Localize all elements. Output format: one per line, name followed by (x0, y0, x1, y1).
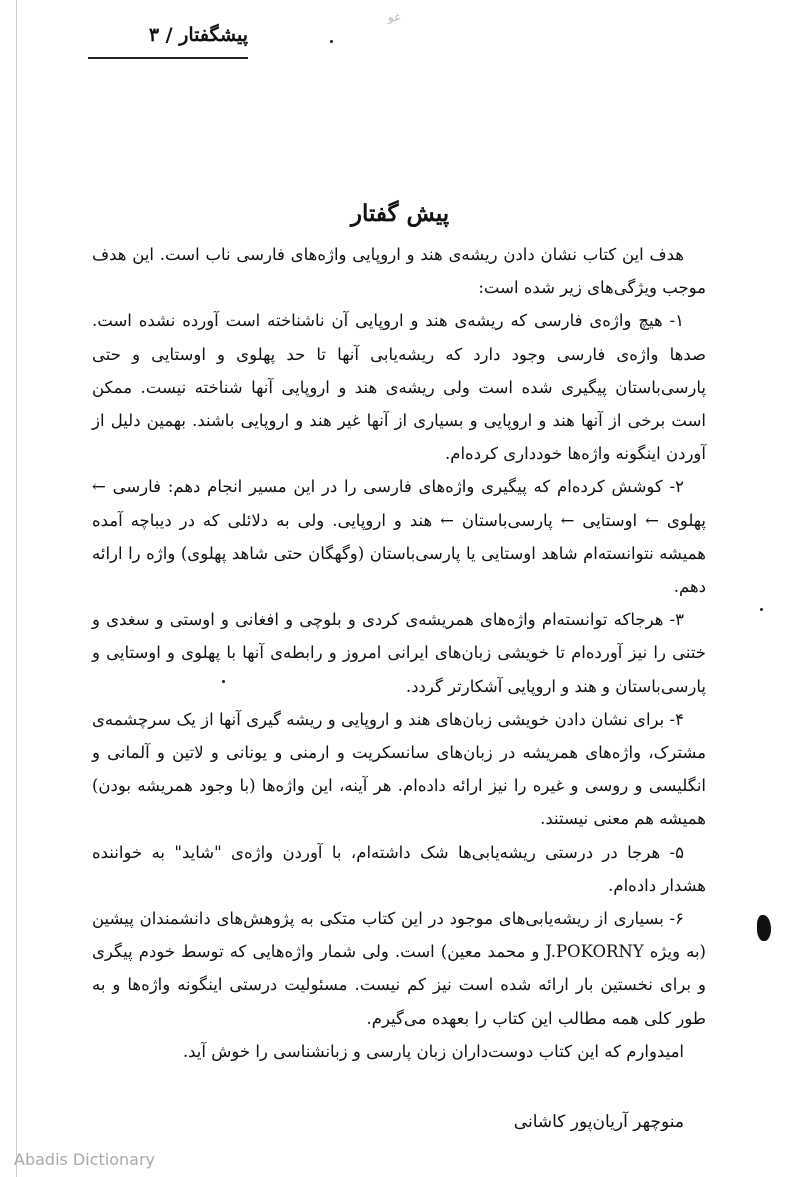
watermark: Abadis Dictionary (14, 1150, 155, 1169)
running-header: پیشگفتار / ۳ (148, 24, 248, 46)
body-text (92, 238, 706, 1068)
page-title: پیش گفتار (350, 200, 450, 227)
header-underline (88, 57, 248, 59)
top-mark: غو (388, 10, 401, 24)
speck (330, 40, 333, 43)
page-edge-line (16, 0, 17, 1177)
point-1: ۱- هیچ واژه‌ی فارسی که ریشه‌ی هند و اروپایی آن ناشناخته است آورده نشده است. صدها واژه‌ی فارسی وجود دارد که ریشه‌یابی آنها تا حد پهلوی و اوستایی و حتی پارسی‌باستان پیگیری شده است ولی ریشه‌ی هند و اروپایی آنها شناخته نیست. ممکن است برخی از آنها هند و اروپایی و بسیاری از آنها غیر هند و اروپایی باشند. بهمین دلیل از آوردن اینگونه واژه‌ها خودداری کرده‌ام. (92, 311, 706, 464)
ink-blot (757, 915, 771, 941)
closing-paragraph: امیدوارم که این کتاب دوست‌داران زبان پارسی و زبانشناسی را خوش آید. (182, 1041, 684, 1061)
point-3: ۳- هرجاکه توانسته‌ام واژه‌های همریشه‌ی کردی و بلوچی و افغانی و اوستی و سغدی و ختنی را نیز آورده‌ام تا خویشی زبان‌های ایرانی امروز و رابطه‌ی آنها با پهلوی و اوستایی و پارسی‌باستان و هند و اروپایی آشکارتر گردد. (92, 610, 706, 696)
point-4: ۴- برای نشان دادن خویشی زبان‌های هند و اروپایی و ریشه گیری آنها از یک سرچشمه‌ی مشترک، واژه‌های همریشه در زبان‌های سانسکریت و ارمنی و یونانی و لاتین و آلمانی و انگلیسی و روسی و غیره را نیز ارائه داده‌ام. هر آینه، این واژه‌ها (با وجود همریشه بودن) همیشه هم معنی نیستند. (92, 709, 706, 829)
point-5: ۵- هرجا در درستی ریشه‌یابی‌ها شک داشته‌ام، با آوردن واژه‌ی "شاید" به خواننده هشدار داده‌ام. (92, 842, 706, 895)
author-signature: منوچهر آریان‌پور کاشانی (513, 1112, 684, 1132)
speck (222, 680, 225, 683)
point-2: ۲- کوشش کرده‌ام که پیگیری واژه‌های فارسی را در این مسیر انجام دهم: فارسی ← پهلوی ← اوستایی ← پارسی‌باستان ← هند و اروپایی. ولی به دلائلی که در دیباچه آمده همیشه نتوانسته‌ام شاهد اوستایی یا پارسی‌باستان (وگهگان حتی شاهد پهلوی) واژه را ارائه دهم. (92, 477, 706, 597)
speck (760, 608, 763, 611)
point-6: ۶- بسیاری از ریشه‌یابی‌های موجود در این کتاب متکی به پژوهش‌های دانشمندان پیشین (به ویژه J.POKORNY و محمد معین) است. ولی شمار واژه‌هایی که توسط خودم پیگری و برای نخستین بار ارائه شده است نیز کم نیست. مسئولیت درستی اینگونه واژه‌ها و به طور کلی همه مطالب این کتاب را بعهده می‌گیرم. (92, 909, 706, 1028)
intro-paragraph: هدف این کتاب نشان دادن ریشه‌ی هند و اروپایی واژه‌های فارسی ناب است. این هدف موجب ویژگی‌های زیر شده است: (92, 245, 706, 298)
